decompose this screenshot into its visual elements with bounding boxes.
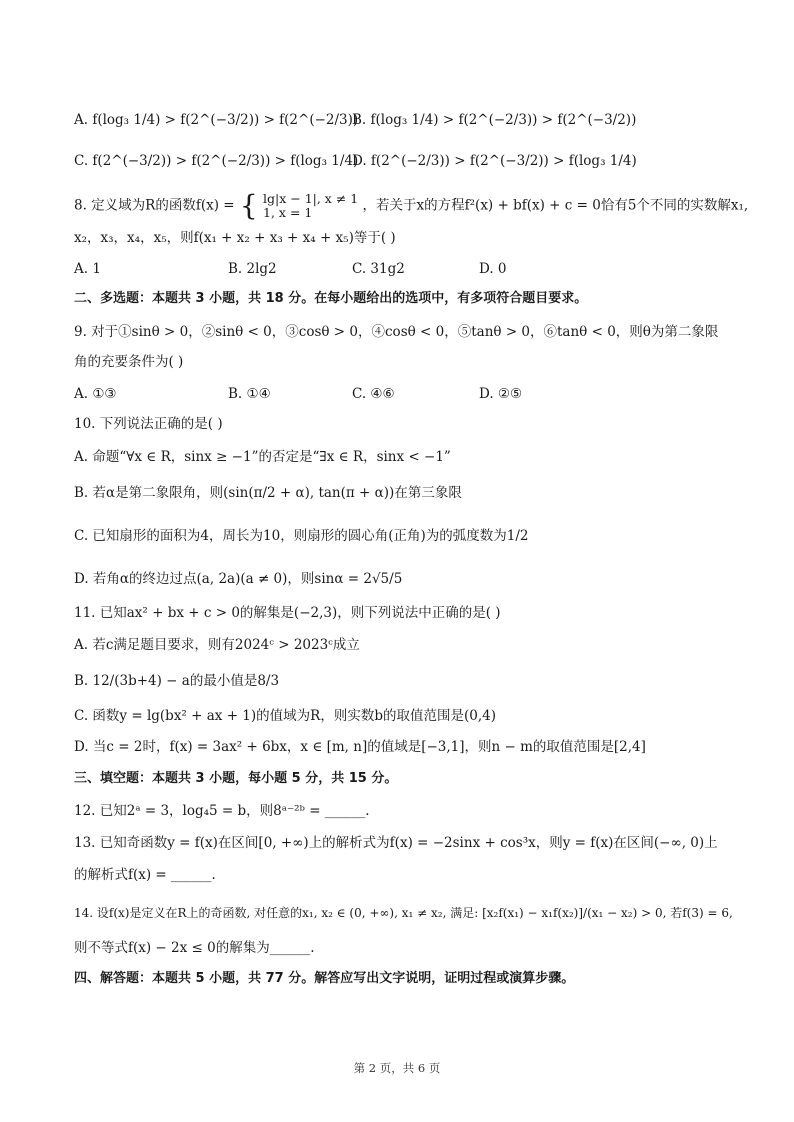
q8-option-a[interactable]: A. 1 bbox=[74, 261, 101, 277]
q7-option-a[interactable]: A. f(log₃ 1/4) > f(2^(−3/2)) > f(2^(−2/3)) bbox=[74, 112, 359, 128]
q9-option-b[interactable]: B. ①④ bbox=[228, 386, 271, 402]
q9-option-d[interactable]: D. ②⑤ bbox=[479, 386, 523, 402]
q12-stem: 12. 已知2ᵃ = 3，log₄5 = b，则8ᵃ⁻²ᵇ = ______. bbox=[74, 803, 370, 819]
q11-option-d[interactable]: D. 当c = 2时，f(x) = 3ax² + 6bx，x ∈ [m, n]的值域是[−3,1]，则n − m的取值范围是[2,4] bbox=[74, 739, 646, 755]
q10-option-c[interactable]: C. 已知扇形的面积为4，周长为10，则扇形的圆心角(正角)为的弧度数为1/2 bbox=[74, 528, 529, 544]
page-number-footer: 第 2 页，共 6 页 bbox=[353, 1061, 441, 1075]
q13-stem-line1: 13. 已知奇函数y = f(x)在区间[0, +∞)上的解析式为f(x) = −2sinx + cos³x，则y = f(x)在区间(−∞, 0)上 bbox=[74, 835, 718, 851]
q8-stem-line2: x₂，x₃，x₄，x₅，则f(x₁ + x₂ + x₃ + x₄ + x₅)等于( ) bbox=[74, 230, 396, 246]
q13-stem-line2: 的解析式f(x) = ______. bbox=[74, 867, 216, 883]
q7-option-b[interactable]: B. f(log₃ 1/4) > f(2^(−2/3)) > f(2^(−3/2)) bbox=[352, 112, 637, 128]
q10-option-a[interactable]: A. 命题“∀x ∈ R，sinx ≥ −1”的否定是“∃x ∈ R，sinx < −1” bbox=[74, 449, 451, 465]
q9-stem-line2: 角的充要条件为( ) bbox=[74, 354, 184, 370]
section-fill-blank-heading: 三、填空题：本题共 3 小题，每小题 5 分，共 15 分。 bbox=[74, 771, 398, 786]
q10-option-d[interactable]: D. 若角α的终边过点(a, 2a)(a ≠ 0)，则sinα = 2√5/5 bbox=[74, 571, 403, 587]
q8-option-d[interactable]: D. 0 bbox=[479, 261, 507, 277]
q9-option-a[interactable]: A. ①③ bbox=[74, 386, 117, 402]
q10-option-b[interactable]: B. 若α是第二象限角，则(sin(π/2 + α), tan(π + α))在第三象限 bbox=[74, 485, 462, 501]
q9-option-c[interactable]: C. ④⑥ bbox=[352, 386, 395, 402]
piece-1: lg|x − 1|, x ≠ 1 bbox=[263, 191, 359, 206]
q11-option-b[interactable]: B. 12/(3b+4) − a的最小值是8/3 bbox=[74, 673, 280, 689]
q9-stem-line1: 9. 对于①sinθ > 0，②sinθ < 0，③cosθ > 0，④cosθ < 0，⑤tanθ > 0，⑥tanθ < 0，则θ为第二象限 bbox=[74, 324, 719, 340]
q7-option-d[interactable]: D. f(2^(−2/3)) > f(2^(−3/2)) > f(log₃ 1/4) bbox=[352, 153, 637, 169]
q14-stem-line2: 则不等式f(x) − 2x ≤ 0的解集为______. bbox=[74, 940, 315, 956]
q11-option-a[interactable]: A. 若c满足题目要求，则有2024ᶜ > 2023ᶜ成立 bbox=[74, 637, 360, 653]
q8-stem-end: ，若关于x的方程f²(x) + bf(x) + c = 0恰有5个不同的实数解x₁, bbox=[362, 197, 749, 214]
q8-stem bbox=[74, 189, 749, 222]
q10-stem: 10. 下列说法正确的是( ) bbox=[74, 416, 223, 432]
q7-option-c[interactable]: C. f(2^(−3/2)) > f(2^(−2/3)) > f(log₃ 1/4) bbox=[74, 153, 359, 169]
section-multi-choice-heading: 二、多选题：本题共 3 小题，共 18 分。在每小题给出的选项中，有多项符合题目要求。 bbox=[74, 291, 588, 306]
q14-stem-line1: 14. 设f(x)是定义在R上的奇函数, 对任意的x₁, x₂ ∈ (0, +∞), x₁ ≠ x₂, 满足: [x₂f(x₁) − x₁f(x₂)]/(x₁ − x₂) > 0, 若f(3) = 6, bbox=[74, 906, 733, 920]
q11-stem: 11. 已知ax² + bx + c > 0的解集是(−2,3)，则下列说法中正确的是( ) bbox=[74, 605, 501, 621]
section-solution-heading: 四、解答题：本题共 5 小题，共 77 分。解答应写出文字说明，证明过程或演算步骤。 bbox=[74, 971, 575, 986]
q11-option-c[interactable]: C. 函数y = lg(bx² + ax + 1)的值域为R，则实数b的取值范围是(0,4) bbox=[74, 708, 496, 724]
q8-stem-start: 8. 定义域为R的函数f(x) = bbox=[74, 197, 235, 214]
q8-option-b[interactable]: B. 2lg2 bbox=[228, 261, 277, 277]
q8-option-c[interactable]: C. 31g2 bbox=[352, 261, 405, 277]
piecewise-brace: { bbox=[239, 189, 258, 222]
piecewise-cases bbox=[263, 192, 358, 220]
piece-2: 1, x = 1 bbox=[263, 205, 313, 220]
